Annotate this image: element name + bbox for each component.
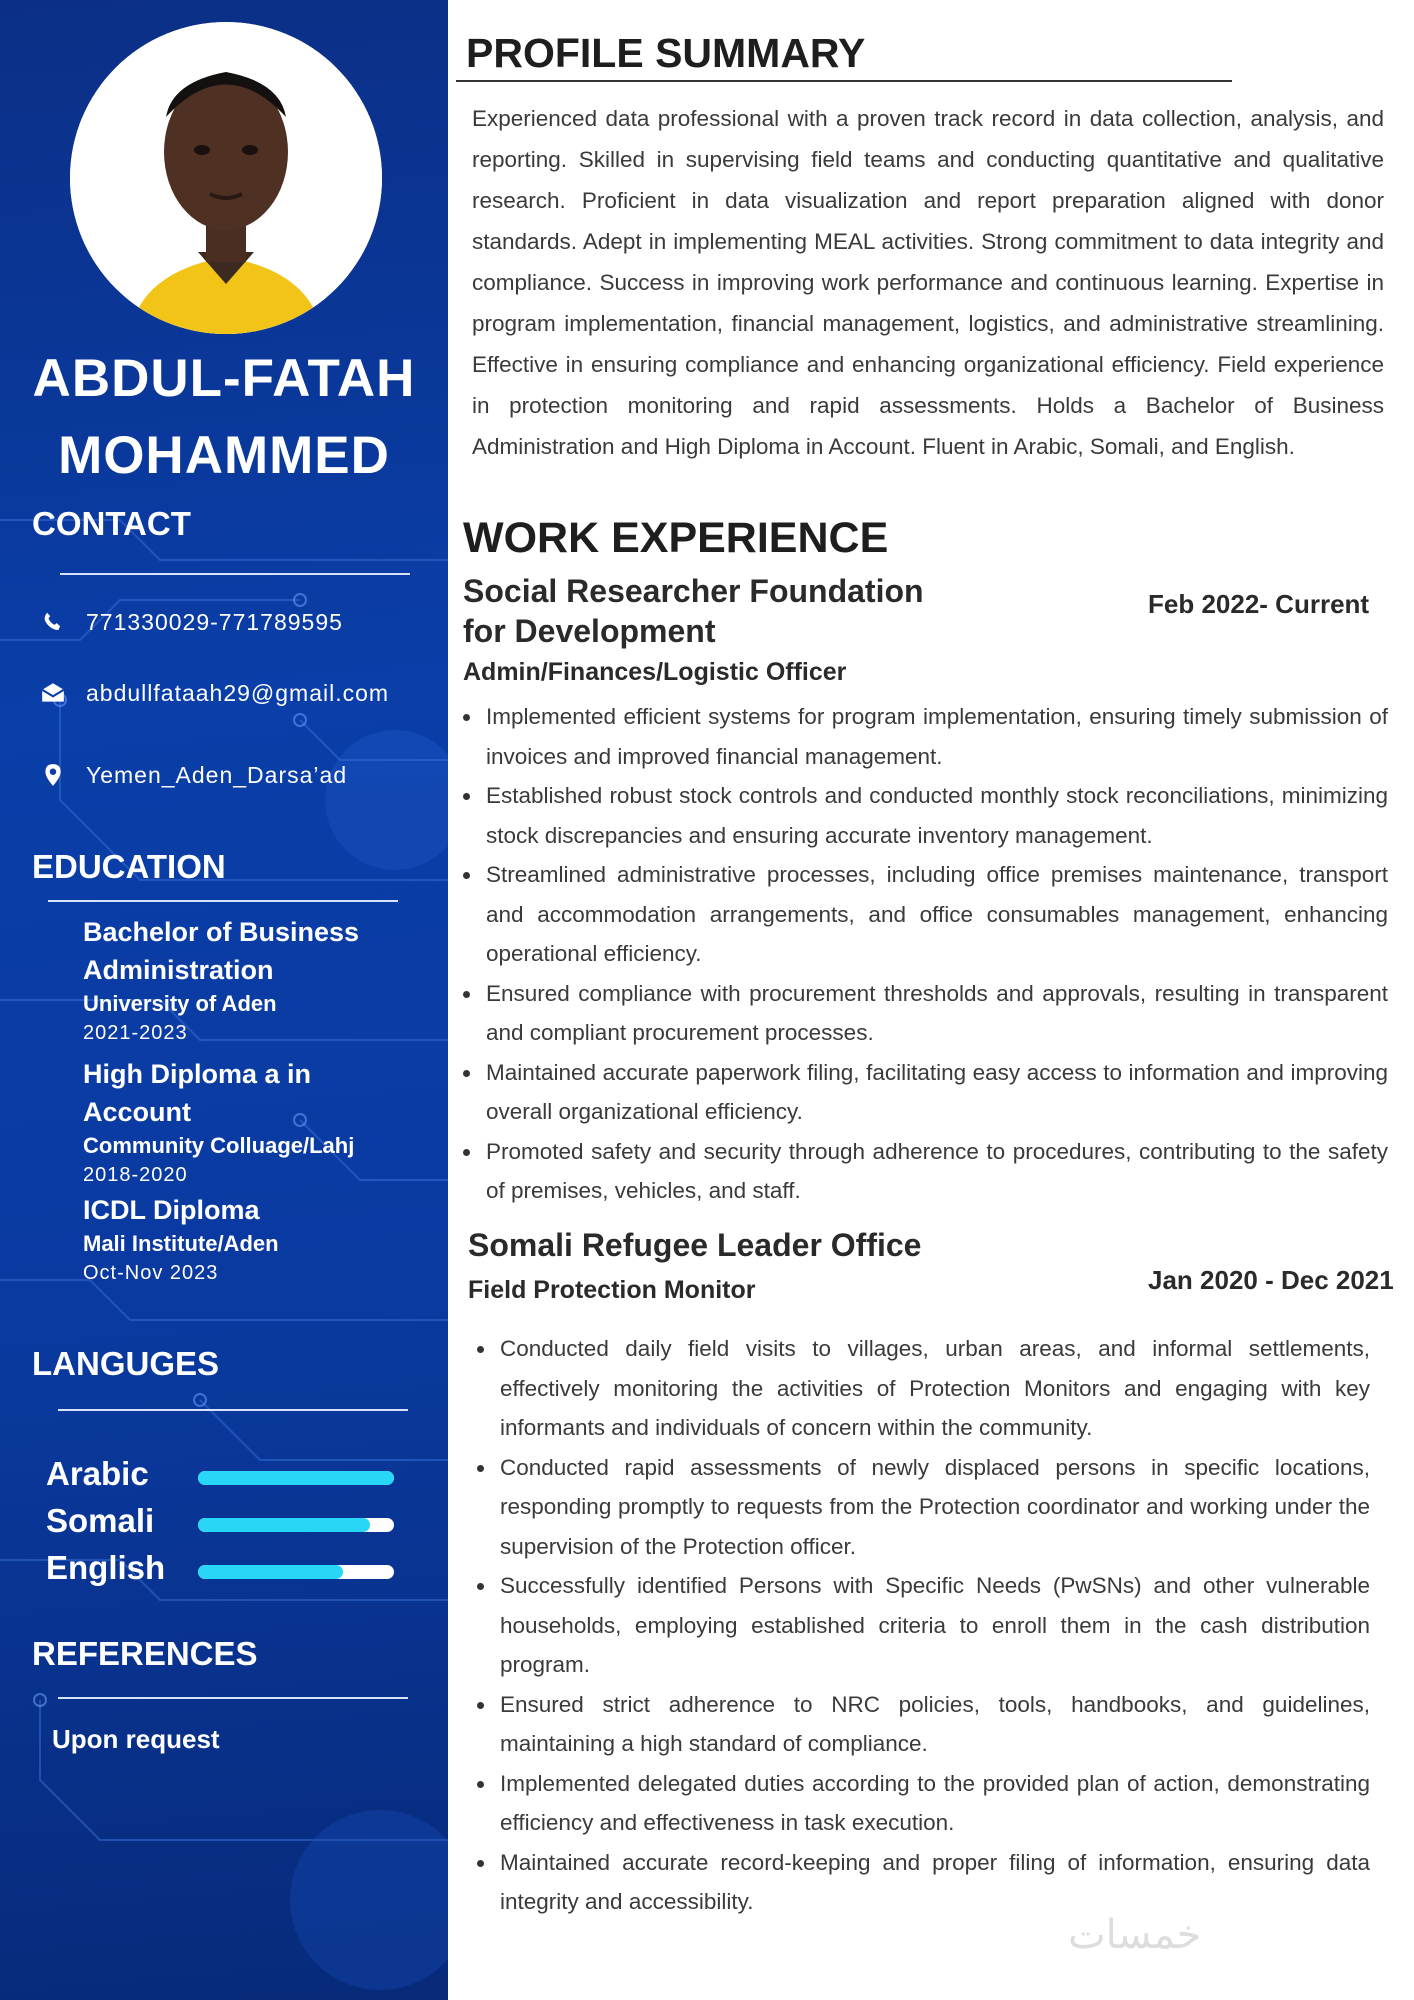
job-bullet: Established robust stock controls and conducted monthly stock reconciliations, minimizing stock discrepancies and ensuring accurate inventory management. xyxy=(460,776,1388,855)
references-heading: REFERENCES xyxy=(32,1635,258,1672)
language-row xyxy=(46,1502,396,1546)
job-bullet: Maintained accurate record-keeping and proper filing of information, ensuring data integrity and accessibility. xyxy=(474,1843,1370,1922)
references-text: Upon request xyxy=(52,1724,220,1754)
education-years: 2018-2020 xyxy=(83,1164,188,1186)
job-organization xyxy=(463,571,924,651)
phone-icon xyxy=(40,609,66,635)
language-name: Arabic xyxy=(46,1455,149,1492)
contact-divider xyxy=(60,573,410,575)
job-bullet: Ensured compliance with procurement thresholds and approvals, resulting in transparent and compliant procurement processes. xyxy=(460,974,1388,1053)
job-role: Field Protection Monitor xyxy=(468,1276,756,1304)
main-content xyxy=(448,0,1414,2000)
references-divider xyxy=(58,1697,408,1699)
watermark-logo: خمسات xyxy=(1068,1912,1202,1958)
education-years: Oct-Nov 2023 xyxy=(83,1262,219,1284)
job-organization-line: Social Researcher Foundation xyxy=(463,573,924,609)
language-row xyxy=(46,1549,396,1593)
education-heading: EDUCATION xyxy=(32,848,226,885)
job-organization xyxy=(468,1225,921,1265)
languages-heading: LANGUGES xyxy=(32,1345,220,1382)
education-title: Account xyxy=(83,1097,191,1127)
education-item xyxy=(83,913,359,1047)
language-level-fill xyxy=(198,1565,343,1579)
profile-photo xyxy=(70,22,382,334)
education-years: 2021-2023 xyxy=(83,1022,188,1044)
job-organization-line: Somali Refugee Leader Office xyxy=(468,1227,922,1263)
job-bullet: Implemented efficient systems for program implementation, ensuring timely submission of invoices and improved financial management. xyxy=(460,697,1388,776)
education-item xyxy=(83,1191,279,1287)
language-level-bar xyxy=(198,1565,394,1579)
job-bullet: Conducted rapid assessments of newly displaced persons in specific locations, responding promptly to requests from the Protection coordinator and working under the supervision of the Protection officer. xyxy=(474,1448,1370,1567)
job-dates: Feb 2022- Current xyxy=(1148,589,1370,619)
language-level-fill xyxy=(198,1471,394,1485)
education-school: Mali Institute/Aden xyxy=(83,1231,279,1256)
education-title: Bachelor of Business xyxy=(83,917,360,947)
education-school: University of Aden xyxy=(83,991,277,1016)
job-bullet: Conducted daily field visits to villages, urban areas, and informal settlements, effectively monitoring the activities of Protection Monitors and engaging with key informants and individuals of concern within the community. xyxy=(474,1329,1370,1448)
person-portrait-icon xyxy=(70,22,382,334)
language-level-bar xyxy=(198,1518,394,1532)
profile-summary-text: Experienced data professional with a proven track record in data collection, analysis, and reporting. Skilled in supervising field teams and conducting quantitative and qualitative research. Proficient in data visualization and report preparation aligned with donor standards. Adept in implementing MEAL activities. Strong commitment to data integrity and compliance. Success in improving work performance and continuous learning. Expertise in program implementation, financial management, logistics, and administrative streamlining. Effective in ensuring compliance and enhancing organizational efficiency. Field experience in protection monitoring and rapid assessments. Holds a Bachelor of Business Administration and High Diploma in Account. Fluent in Arabic, Somali, and English. xyxy=(472,106,1384,459)
job-role: Admin/Finances/Logistic Officer xyxy=(463,658,847,686)
contact-email[interactable] xyxy=(40,676,389,710)
job-bullet: Successfully identified Persons with Specific Needs (PwSNs) and other vulnerable households, employing established criteria to enroll them in the cash distribution program. xyxy=(474,1566,1370,1685)
email-address: abdullfataah29@gmail.com xyxy=(86,679,390,706)
job-bullet: Streamlined administrative processes, including office premises maintenance, transport and accommodation arrangements, and office consumables management, enhancing operational efficiency. xyxy=(460,855,1388,974)
work-experience-heading: WORK EXPERIENCE xyxy=(463,514,889,562)
contact-location xyxy=(40,758,347,792)
location-text: Yemen_Aden_Darsa’ad xyxy=(86,761,348,788)
contact-heading: CONTACT xyxy=(32,505,191,542)
email-icon xyxy=(40,680,66,706)
language-level-fill xyxy=(198,1518,370,1532)
education-item xyxy=(83,1055,354,1189)
education-title: Administration xyxy=(83,955,274,985)
languages-divider xyxy=(58,1409,408,1411)
job-bullet: Ensured strict adherence to NRC policies, tools, handbooks, and guidelines, maintaining a high standard of compliance. xyxy=(474,1685,1370,1764)
language-name: Somali xyxy=(46,1502,155,1539)
person-first-name: ABDUL-FATAH xyxy=(32,349,416,408)
sidebar xyxy=(0,0,448,2000)
education-title: ICDL Diploma xyxy=(83,1195,260,1225)
job-organization-line: for Development xyxy=(463,613,716,649)
education-title: High Diploma a in xyxy=(83,1059,312,1089)
phone-number: 771330029-771789595 xyxy=(86,608,343,635)
education-divider xyxy=(48,900,398,902)
location-pin-icon xyxy=(40,762,66,788)
job-dates: Jan 2020 - Dec 2021 xyxy=(1148,1265,1394,1295)
contact-phone[interactable] xyxy=(40,605,343,639)
job-bullets xyxy=(474,1329,1370,1922)
job-bullet: Maintained accurate paperwork filing, facilitating easy access to information and improving overall organizational efficiency. xyxy=(460,1053,1388,1132)
job-bullets xyxy=(460,697,1388,1211)
job-bullet: Promoted safety and security through adherence to procedures, contributing to the safety of premises, vehicles, and staff. xyxy=(460,1132,1388,1211)
job-bullet: Implemented delegated duties according to the provided plan of action, demonstrating efficiency and effectiveness in task execution. xyxy=(474,1764,1370,1843)
education-school: Community Colluage/Lahj xyxy=(83,1133,355,1158)
language-row xyxy=(46,1455,396,1499)
person-last-name: MOHAMMED xyxy=(58,426,390,485)
language-level-bar xyxy=(198,1471,394,1485)
profile-summary-heading: PROFILE SUMMARY xyxy=(466,30,866,76)
profile-heading-underline xyxy=(456,80,1232,82)
language-name: English xyxy=(46,1549,166,1586)
